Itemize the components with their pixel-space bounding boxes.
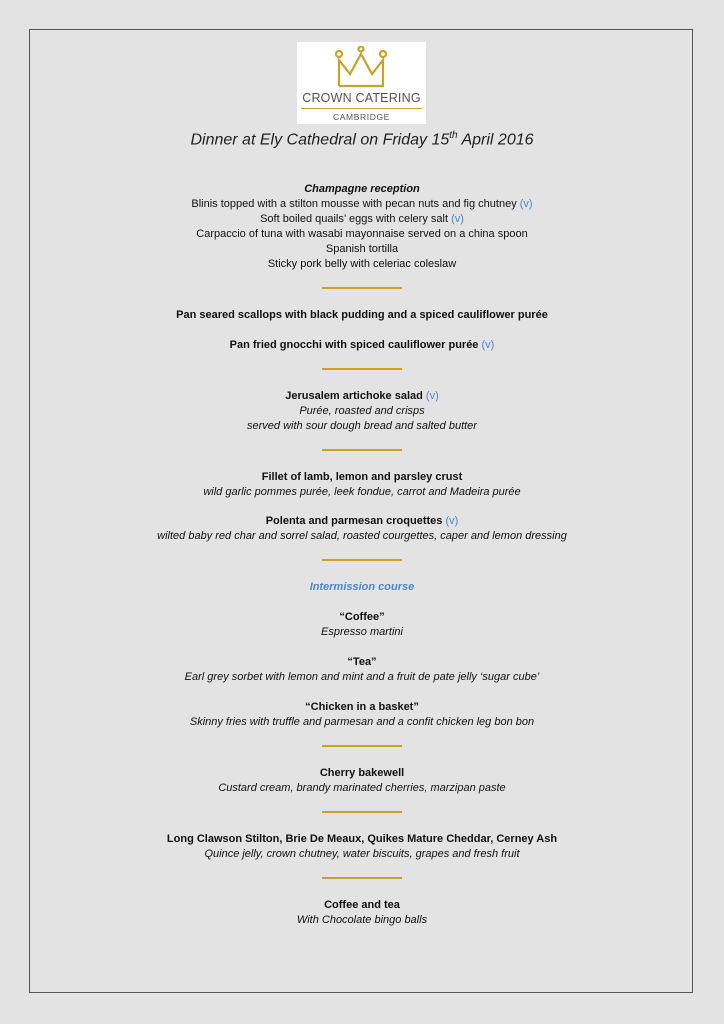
vegetarian-mark: (v) bbox=[425, 390, 439, 402]
crown-catering-logo bbox=[297, 42, 426, 124]
vegetarian-mark: (v) bbox=[451, 213, 464, 225]
menu-item: Spanish tortilla bbox=[325, 243, 399, 255]
coffee-desc: Espresso martini bbox=[321, 626, 403, 638]
section-coffee-tea bbox=[0, 898, 724, 928]
polenta-title: Polenta and parmesan croquettes (v) bbox=[265, 515, 459, 527]
gold-divider bbox=[322, 811, 402, 813]
gold-divider bbox=[322, 745, 402, 747]
section-intermission bbox=[0, 580, 724, 730]
menu-item: Sticky pork belly with celeriac coleslaw bbox=[267, 258, 457, 270]
cheese-title: Long Clawson Stilton, Brie De Meaux, Quikes Mature Cheddar, Cerney Ash bbox=[166, 833, 558, 845]
logo-city: CAMBRIDGE bbox=[333, 112, 390, 122]
section-starters bbox=[0, 308, 724, 353]
section-mains bbox=[0, 470, 724, 544]
chicken-title: “Chicken in a basket” bbox=[305, 701, 419, 713]
gold-divider bbox=[322, 287, 402, 289]
logo-divider bbox=[301, 108, 422, 109]
logo-name: CROWN CATERING bbox=[302, 91, 421, 105]
gold-divider bbox=[322, 559, 402, 561]
lamb-desc: wild garlic pommes purée, leek fondue, carrot and Madeira purée bbox=[203, 486, 521, 498]
reception-heading: Champagne reception bbox=[304, 183, 420, 195]
section-reception bbox=[0, 182, 724, 272]
cheese-desc: Quince jelly, crown chutney, water biscuits, grapes and fresh fruit bbox=[204, 848, 520, 860]
gold-divider bbox=[322, 877, 402, 879]
page-title: Dinner at Ely Cathedral on Friday 15th April 2016 bbox=[190, 130, 534, 149]
crown-icon bbox=[333, 46, 389, 90]
dessert-title: Cherry bakewell bbox=[319, 767, 405, 779]
salad-desc: Purée, roasted and crisps bbox=[299, 405, 425, 417]
starter-gnocchi: Pan fried gnocchi with spiced cauliflower purée (v) bbox=[229, 339, 495, 351]
coffee-tea-title: Coffee and tea bbox=[324, 899, 400, 911]
salad-title: Jerusalem artichoke salad (v) bbox=[285, 390, 439, 402]
tea-desc: Earl grey sorbet with lemon and mint and a fruit de pate jelly ‘sugar cube’ bbox=[184, 671, 540, 683]
menu bbox=[0, 182, 724, 928]
menu-item: Carpaccio of tuna with wasabi mayonnaise served on a china spoon bbox=[196, 228, 528, 240]
salad-desc: served with sour dough bread and salted butter bbox=[247, 420, 477, 432]
vegetarian-mark: (v) bbox=[445, 515, 459, 527]
starter-scallops: Pan seared scallops with black pudding and a spiced cauliflower purée bbox=[176, 309, 548, 321]
vegetarian-mark: (v) bbox=[481, 339, 495, 351]
lamb-title: Fillet of lamb, lemon and parsley crust bbox=[261, 471, 463, 483]
vegetarian-mark: (v) bbox=[519, 198, 533, 210]
section-cheese bbox=[0, 832, 724, 862]
menu-item: Blinis topped with a stilton mousse with pecan nuts and fig chutney (v) bbox=[191, 198, 533, 210]
gold-divider bbox=[322, 449, 402, 451]
section-dessert bbox=[0, 766, 724, 796]
coffee-tea-desc: With Chocolate bingo balls bbox=[296, 914, 428, 926]
intermission-heading: Intermission course bbox=[309, 581, 415, 593]
polenta-desc: wilted baby red char and sorrel salad, roasted courgettes, caper and lemon dressing bbox=[157, 530, 567, 542]
chicken-desc: Skinny fries with truffle and parmesan and a confit chicken leg bon bon bbox=[189, 716, 535, 728]
menu-item: Soft boiled quails’ eggs with celery salt (v) bbox=[260, 213, 464, 225]
section-salad bbox=[0, 389, 724, 434]
gold-divider bbox=[322, 368, 402, 370]
dessert-desc: Custard cream, brandy marinated cherries, marzipan paste bbox=[218, 782, 506, 794]
coffee-title: “Coffee” bbox=[339, 611, 385, 623]
tea-title: “Tea” bbox=[347, 656, 377, 668]
